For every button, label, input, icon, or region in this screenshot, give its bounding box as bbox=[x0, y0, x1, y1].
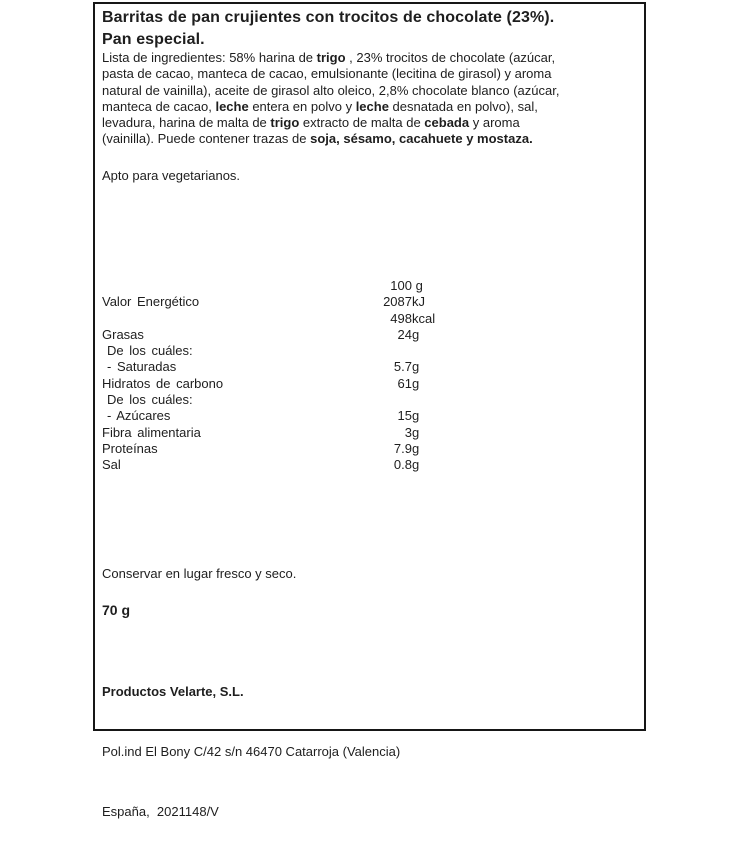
nutrition-row bbox=[102, 359, 637, 375]
nutrition-row bbox=[102, 343, 637, 359]
nutrition-value bbox=[260, 408, 419, 424]
nutrition-value-unit: g bbox=[412, 375, 420, 391]
nutrition-value-unit: kcal bbox=[412, 310, 436, 326]
ingredient-text: levadura, harina de malta de bbox=[102, 115, 271, 131]
nutrition-row bbox=[102, 441, 637, 457]
ingredient-text: entera en polvo y bbox=[248, 98, 356, 114]
product-label-box bbox=[93, 2, 646, 819]
ingredient-text: Lista de ingredientes: 58% harina de bbox=[102, 50, 317, 65]
nutrition-value-unit: g bbox=[412, 424, 420, 440]
nutrition-value-unit: g bbox=[412, 278, 423, 293]
nutrition-value-unit: g bbox=[412, 359, 420, 375]
ingredient-text: desnatada en polvo), sal, bbox=[388, 98, 538, 114]
nutrition-value-number: 3 bbox=[404, 424, 412, 440]
nutrition-row bbox=[102, 294, 637, 310]
nutrition-row bbox=[102, 376, 637, 392]
nutrition-value bbox=[260, 359, 419, 375]
nutrition-label: - Azúcares bbox=[107, 408, 171, 424]
nutrition-value-number: 100 bbox=[390, 278, 412, 293]
nutrition-label: De los cuáles: bbox=[107, 392, 193, 408]
nutrition-value bbox=[260, 425, 419, 441]
nutrition-value bbox=[260, 311, 435, 327]
ingredient-line bbox=[102, 66, 637, 82]
manufacturer-block bbox=[102, 642, 637, 862]
nutrition-value-number: 2087 bbox=[383, 294, 412, 310]
nutrition-label: Fibra alimentaria bbox=[102, 424, 201, 440]
nutrition-label: Sal bbox=[102, 457, 121, 473]
allergen-text: trigo bbox=[316, 50, 346, 65]
nutrition-row bbox=[102, 311, 637, 327]
storage-note: Conservar en lugar fresco y seco. bbox=[102, 566, 297, 581]
product-title-line1: Barritas de pan crujientes con trocitos de chocolate (23%). bbox=[102, 9, 555, 26]
nutrition-value bbox=[260, 441, 419, 457]
nutrition-value-number: 61 bbox=[397, 375, 412, 391]
ingredient-line bbox=[102, 99, 637, 115]
nutrition-value-unit: g bbox=[412, 440, 420, 456]
nutrition-row bbox=[102, 425, 637, 441]
allergen-text: cebada bbox=[424, 115, 470, 131]
ingredients-paragraph bbox=[102, 50, 637, 148]
ingredient-text: pasta de cacao, manteca de cacao, emulsionante (lecitina de girasol) y aroma bbox=[102, 66, 552, 82]
nutrition-row bbox=[102, 392, 637, 408]
nutrition-value-unit: kJ bbox=[412, 294, 425, 310]
allergen-text: leche bbox=[215, 98, 249, 114]
nutrition-row bbox=[102, 327, 637, 343]
nutrition-value bbox=[260, 294, 425, 310]
nutrition-value-number: 7.9 bbox=[393, 440, 412, 456]
nutrition-value-number: 498 bbox=[390, 310, 412, 326]
nutrition-label: - Saturadas bbox=[107, 359, 177, 375]
ingredient-text: natural de vainilla), aceite de girasol alto oleico, 2,8% chocolate blanco (azúcar, bbox=[102, 82, 560, 98]
allergen-text: trigo bbox=[270, 115, 300, 131]
allergen-text: soja, sésamo, cacahuete y mostaza. bbox=[310, 131, 533, 147]
ingredient-text: y aroma bbox=[469, 115, 520, 131]
product-title bbox=[102, 7, 637, 51]
nutrition-row bbox=[102, 408, 637, 424]
nutrition-value bbox=[260, 376, 419, 392]
net-weight: 70 g bbox=[102, 602, 131, 618]
nutrition-label: De los cuáles: bbox=[107, 343, 193, 359]
nutrition-label: Proteínas bbox=[102, 440, 158, 456]
nutrition-value-number: 0.8 bbox=[393, 457, 412, 473]
ingredient-text: extracto de malta de bbox=[299, 115, 425, 131]
manufacturer-name: Productos Velarte, S.L. bbox=[102, 684, 244, 699]
manufacturer-country: España, 2021148/V bbox=[102, 804, 219, 819]
nutrition-table bbox=[102, 278, 637, 474]
manufacturer-address: Pol.ind El Bony C/42 s/n 46470 Catarroja (Valencia) bbox=[102, 744, 401, 759]
ingredient-line bbox=[102, 83, 637, 99]
nutrition-value bbox=[260, 457, 419, 473]
ingredient-text: (vainilla). Puede contener trazas de bbox=[102, 131, 311, 147]
nutrition-value-number: 15 bbox=[397, 408, 412, 424]
nutrition-label: Hidratos de carbono bbox=[102, 375, 224, 391]
ingredient-line bbox=[102, 131, 637, 147]
product-title-line2: Pan especial. bbox=[102, 31, 205, 48]
ingredient-line bbox=[102, 50, 637, 66]
nutrition-value-unit: g bbox=[412, 457, 420, 473]
nutrition-value bbox=[260, 327, 419, 343]
nutrition-row bbox=[102, 457, 637, 473]
nutrition-value-number: 5.7 bbox=[393, 359, 412, 375]
allergen-text: leche bbox=[355, 98, 389, 114]
nutrition-value-unit: g bbox=[412, 408, 420, 424]
nutrition-label: Valor Energético bbox=[102, 294, 200, 310]
ingredient-text: , 23% trocitos de chocolate (azúcar, bbox=[345, 50, 556, 65]
nutrition-row bbox=[102, 278, 637, 294]
ingredient-text: manteca de cacao, bbox=[102, 98, 216, 114]
nutrition-value-number: 24 bbox=[397, 326, 412, 342]
ingredient-line bbox=[102, 115, 637, 131]
nutrition-value bbox=[260, 278, 423, 294]
nutrition-label: Grasas bbox=[102, 326, 144, 342]
nutrition-value-unit: g bbox=[412, 326, 420, 342]
vegetarian-note: Apto para vegetarianos. bbox=[102, 168, 241, 183]
